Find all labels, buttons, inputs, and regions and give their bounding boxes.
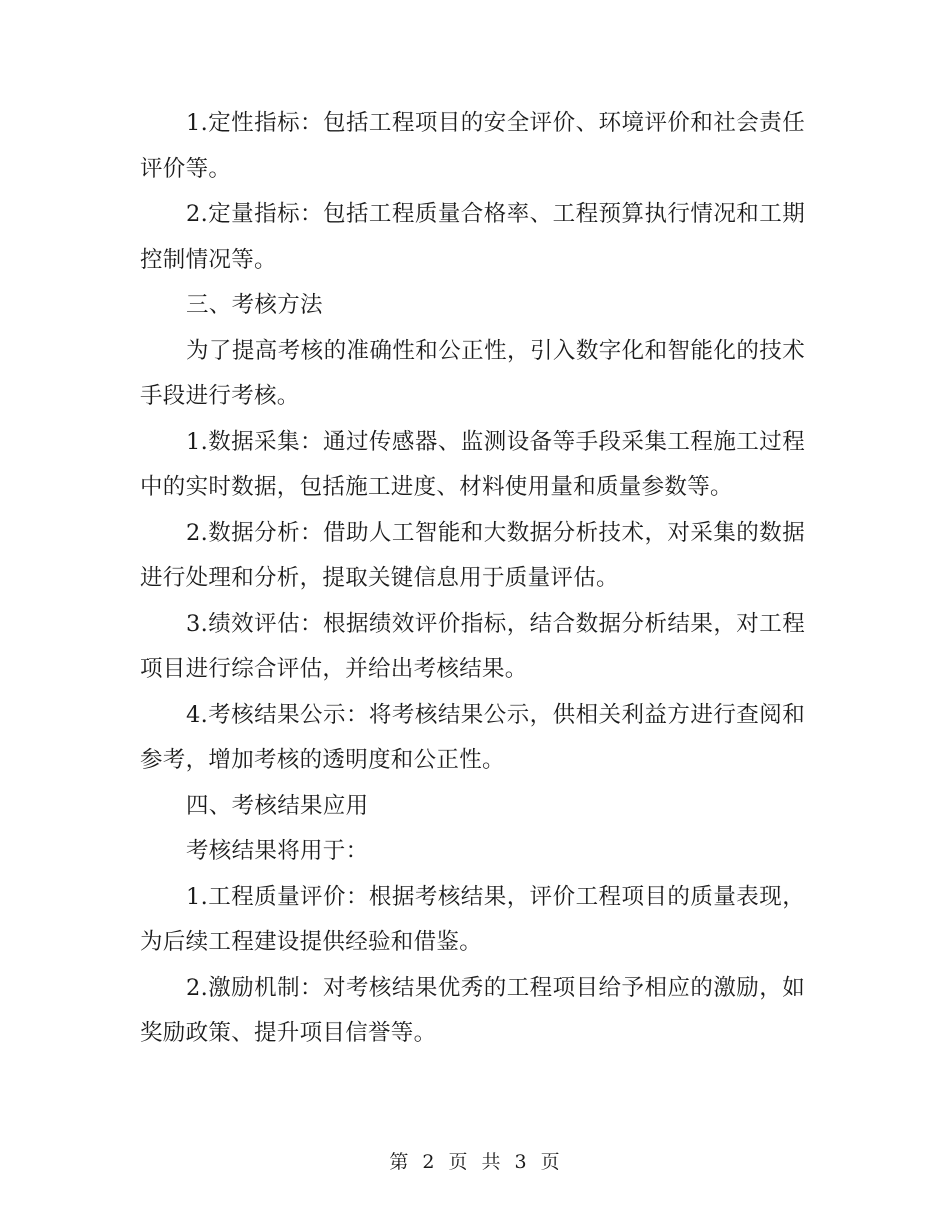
paragraph-method-intro: 为了提高考核的准确性和公正性，引入数字化和智能化的技术手段进行考核。: [140, 337, 805, 409]
section-heading-result-application: 四、考核结果应用: [186, 792, 369, 819]
paragraph-performance-evaluation: 3.绩效评估：根据绩效评价指标，结合数据分析结果，对工程项目进行综合评估，并给出考核结果。: [140, 610, 805, 682]
paragraph-quantitative-indicators: 2.定量指标：包括工程质量合格率、工程预算执行情况和工期控制情况等。: [140, 201, 805, 273]
paragraph-qualitative-indicators: 1.定性指标：包括工程项目的安全评价、环境评价和社会责任评价等。: [140, 110, 805, 182]
page-number-footer: 第 2 页 共 3 页: [389, 1151, 561, 1173]
paragraph-data-collection: 1.数据采集：通过传感器、监测设备等手段采集工程施工过程中的实时数据，包括施工进度、材料使用量和质量参数等。: [140, 428, 805, 500]
section-heading-assessment-method: 三、考核方法: [186, 292, 323, 318]
paragraph-data-analysis: 2.数据分析：借助人工智能和大数据分析技术，对采集的数据进行处理和分析，提取关键信息用于质量评估。: [140, 519, 805, 591]
paragraph-results-used-for: 考核结果将用于：: [186, 838, 369, 864]
paragraph-quality-evaluation: 1.工程质量评价：根据考核结果，评价工程项目的质量表现，为后续工程建设提供经验和借鉴。: [140, 883, 805, 955]
document-body: [140, 101, 805, 1057]
paragraph-result-publicity: 4.考核结果公示：将考核结果公示，供相关利益方进行查阅和参考，增加考核的透明度和公正性。: [140, 701, 805, 773]
paragraph-incentive-mechanism: 2.激励机制：对考核结果优秀的工程项目给予相应的激励，如奖励政策、提升项目信誉等。: [140, 974, 805, 1046]
